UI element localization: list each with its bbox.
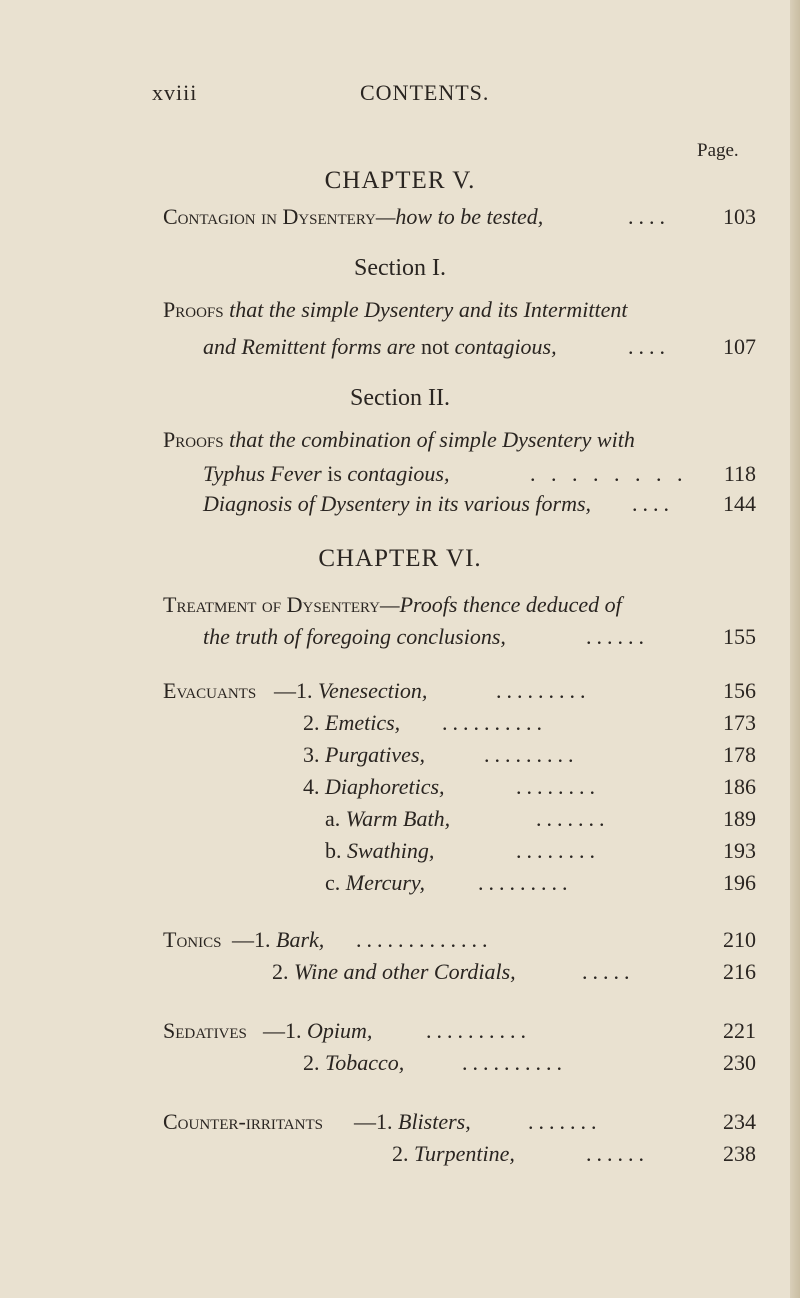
toc-entry-turpentine[interactable]	[0, 1141, 800, 1173]
entry-lead: Proofs	[163, 297, 224, 322]
page-number: 189	[723, 806, 756, 831]
item-label: Purgatives,	[325, 742, 425, 767]
toc-entry-proofs-combination[interactable]	[0, 427, 800, 459]
group-lead-evacuants: Evacuants	[163, 678, 257, 703]
leader-dots: .........	[496, 678, 591, 703]
toc-entry-contagion[interactable]	[0, 204, 800, 236]
item-number: —1.	[354, 1109, 393, 1134]
item-label: Opium,	[307, 1018, 373, 1043]
page-number: 216	[723, 959, 756, 984]
leader-dots: ..........	[442, 710, 547, 735]
item-number: 2.	[272, 959, 289, 984]
item-label: Mercury,	[345, 870, 425, 895]
running-head: CONTENTS.	[360, 80, 490, 105]
entry-title: that the combination of simple Dysentery with	[229, 427, 635, 452]
section-heading: Section II.	[350, 385, 450, 411]
entry-lead: Treatment of Dysentery	[163, 592, 381, 617]
entry-title: the truth of foregoing conclusions,	[203, 624, 506, 649]
page-number: 156	[723, 678, 756, 703]
entry-title: that the simple Dysentery and its Intermittent	[229, 297, 628, 322]
page-number: 196	[723, 870, 756, 895]
toc-entry-tobacco[interactable]	[0, 1050, 800, 1082]
entry-lead: Proofs	[163, 427, 224, 452]
page-column-label: Page.	[697, 140, 739, 161]
item-label: Bark,	[276, 927, 325, 952]
leader-dots: ..........	[462, 1050, 567, 1075]
page-number: 210	[723, 927, 756, 952]
item-number: 2.	[392, 1141, 409, 1166]
item-number: —1.	[274, 678, 313, 703]
leader-dots: .......	[528, 1109, 602, 1134]
item-number: b.	[325, 838, 342, 863]
page-number: 144	[723, 491, 756, 516]
item-label: Swathing,	[347, 838, 435, 863]
leader-dots: ....	[632, 491, 674, 516]
leader-dots: .....	[582, 959, 635, 984]
entry-plain: not	[420, 334, 450, 359]
entry-title: —Proofs thence deduced of	[380, 592, 622, 617]
leader-dots: ......	[586, 1141, 649, 1166]
page-number: 178	[723, 742, 756, 767]
group-lead-sedatives: Sedatives	[163, 1018, 247, 1043]
toc-entry-blisters[interactable]	[0, 1109, 800, 1141]
item-number: —1.	[232, 927, 271, 952]
toc-entry-diaphoretics[interactable]	[0, 774, 800, 806]
page-number: 186	[723, 774, 756, 799]
entry-title-b: contagious,	[454, 334, 557, 359]
folio-number: xviii	[152, 80, 198, 105]
item-number: 4.	[303, 774, 320, 799]
group-lead-tonics: Tonics	[163, 927, 222, 952]
toc-entry-treatment-cont[interactable]	[0, 624, 800, 656]
leader-dots: ........	[516, 774, 600, 799]
item-label: Wine and other Cordials,	[294, 959, 516, 984]
leader-dots: . . . . . . . .	[530, 461, 688, 486]
entry-title-a: and Remittent forms are	[203, 334, 416, 359]
toc-entry-purgatives[interactable]	[0, 742, 800, 774]
page-number: 221	[723, 1018, 756, 1043]
page-number: 238	[723, 1141, 756, 1166]
item-label: Venesection,	[318, 678, 428, 703]
entry-title: Diagnosis of Dysentery in its various forms,	[203, 491, 592, 516]
toc-entry-treatment[interactable]	[0, 592, 800, 624]
page-number: 118	[723, 461, 756, 486]
toc-entry-proofs-combination-cont[interactable]	[0, 461, 800, 493]
toc-entry-proofs-simple[interactable]	[0, 297, 800, 329]
leader-dots: ....	[628, 334, 670, 359]
entry-title-b: contagious,	[347, 461, 450, 486]
item-label: Blisters,	[398, 1109, 471, 1134]
toc-entry-diagnosis[interactable]	[0, 491, 800, 523]
page-number: 193	[723, 838, 756, 863]
item-label: Emetics,	[325, 710, 401, 735]
toc-entry-emetics[interactable]	[0, 710, 800, 742]
toc-entry-wine[interactable]	[0, 959, 800, 991]
chapter-heading: CHAPTER V.	[324, 167, 476, 194]
page-number: 103	[723, 204, 756, 229]
group-lead-counter-irritants: Counter-irritants	[163, 1109, 323, 1134]
item-label: Tobacco,	[325, 1050, 405, 1075]
leader-dots: ......	[586, 624, 649, 649]
leader-dots: ..........	[426, 1018, 531, 1043]
item-label: Turpentine,	[414, 1141, 515, 1166]
leader-dots: .............	[356, 927, 493, 952]
toc-entry-warm-bath[interactable]	[0, 806, 800, 838]
item-number: 2.	[303, 710, 320, 735]
leader-dots: .........	[484, 742, 579, 767]
entry-lead: Contagion in Dysentery	[163, 204, 376, 229]
leader-dots: ....	[628, 204, 670, 229]
page-number: 173	[723, 710, 756, 735]
section-heading: Section I.	[354, 255, 446, 281]
toc-entry-proofs-simple-cont[interactable]	[0, 334, 800, 366]
page-number: 230	[723, 1050, 756, 1075]
page-number: 234	[723, 1109, 756, 1134]
item-number: a.	[325, 806, 341, 831]
page-number: 155	[723, 624, 756, 649]
leader-dots: .......	[536, 806, 610, 831]
item-number: c.	[325, 870, 341, 895]
leader-dots: .........	[478, 870, 573, 895]
entry-title-a: Typhus Fever	[203, 461, 322, 486]
entry-plain: is	[327, 461, 342, 486]
item-number: 2.	[303, 1050, 320, 1075]
toc-entry-mercury[interactable]	[0, 870, 800, 902]
toc-entry-bark[interactable]	[0, 927, 800, 959]
chapter-heading: CHAPTER VI.	[318, 545, 482, 572]
leader-dots: ........	[516, 838, 600, 863]
entry-title: —how to be tested,	[375, 204, 544, 229]
page-edge-shadow	[790, 0, 800, 1298]
item-label: Warm Bath,	[345, 806, 451, 831]
item-number: —1.	[263, 1018, 302, 1043]
toc-entry-venesection[interactable]	[0, 678, 800, 710]
toc-entry-swathing[interactable]	[0, 838, 800, 870]
item-number: 3.	[303, 742, 320, 767]
page-number: 107	[723, 334, 756, 359]
item-label: Diaphoretics,	[325, 774, 445, 799]
toc-entry-opium[interactable]	[0, 1018, 800, 1050]
